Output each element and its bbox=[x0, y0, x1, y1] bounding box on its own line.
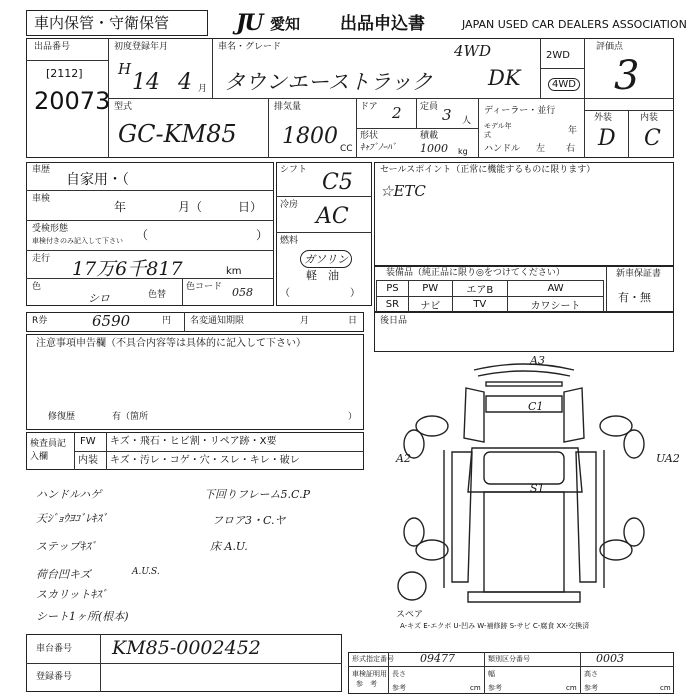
cert-width: 幅 bbox=[488, 670, 495, 678]
fuel-alt: 軽 油 bbox=[306, 269, 339, 282]
registration-era: H bbox=[118, 60, 132, 78]
color-change-label: 色替 bbox=[148, 290, 167, 300]
cert-height: 高さ bbox=[584, 670, 598, 678]
inspector-fw: FW bbox=[80, 436, 96, 447]
inspector-interior-text: キズ・汚レ・コゲ・穴・スレ・キレ・破レ bbox=[110, 455, 300, 466]
score-int-label: 内装 bbox=[640, 113, 659, 123]
score-label: 評価点 bbox=[596, 42, 624, 52]
color-value: シロ bbox=[88, 292, 110, 305]
damage-s1: S1 bbox=[530, 482, 545, 495]
damage-ua2: UA2 bbox=[656, 452, 680, 465]
equip-ps: PS bbox=[377, 281, 409, 297]
note-right-2: フロア3・C.ヤ bbox=[212, 514, 286, 527]
inspector-interior: 内装 bbox=[78, 455, 98, 466]
receipt-sub: 車検付きのみ記入して下さい bbox=[32, 237, 123, 245]
capacity-value: 3 bbox=[442, 106, 452, 124]
equipment-label: 装備品（純正品に限り◎をつけてください） bbox=[386, 268, 565, 278]
score-ext-value: D bbox=[598, 126, 616, 151]
repair-value: 有（箇所 bbox=[112, 412, 149, 422]
plate-label: 登録番号 bbox=[36, 672, 73, 682]
mileage-label: 走行 bbox=[32, 254, 51, 264]
cert-length-unit: cm bbox=[470, 684, 481, 692]
title-change-month: 月 bbox=[300, 316, 310, 326]
diagram-legend: A-キズ E-エクボ U-凹み W-補修跡 S-サビ C-腐食 XX-交換済 bbox=[400, 622, 590, 630]
capacity-unit: 人 bbox=[462, 116, 472, 126]
after-fit-label: 後日品 bbox=[380, 316, 408, 326]
cert-width-unit: cm bbox=[566, 684, 577, 692]
note-4: 荷台凹キズ bbox=[36, 568, 91, 581]
equipment-table bbox=[376, 280, 604, 313]
damage-a2: A2 bbox=[396, 452, 411, 465]
inspection-month: 月（ bbox=[178, 200, 203, 214]
equip-aw: AW bbox=[508, 281, 604, 297]
recycle-value: 6590 bbox=[92, 312, 131, 330]
note-7: A.U.S. bbox=[132, 567, 160, 577]
equip-pw: PW bbox=[408, 281, 452, 297]
shape-value: ｷｬﾌﾞﾉｰﾊﾞ bbox=[360, 143, 397, 153]
inspector-fw-text: キズ・飛石・ヒビ割・リペア跡・X要 bbox=[110, 436, 277, 447]
equip-sr: SR bbox=[377, 297, 409, 313]
association-name: JAPAN USED CAR DEALERS ASSOCIATION bbox=[462, 18, 687, 31]
inspection-label: 車検 bbox=[32, 194, 51, 204]
note-right-3: 床 A.U. bbox=[210, 540, 248, 553]
recycle-label: R券 bbox=[32, 316, 48, 326]
lot-label: 出品番号 bbox=[34, 42, 71, 52]
doors-label: ドア bbox=[360, 102, 378, 112]
sales-frame bbox=[374, 162, 674, 266]
repair-end: ） bbox=[348, 412, 358, 422]
score-ext-label: 外装 bbox=[594, 113, 613, 123]
category-label: 車内保管・守衛保管 bbox=[34, 14, 170, 32]
car-damage-diagram bbox=[374, 352, 674, 638]
note-2: 天ｼﾞｮｳﾖｺﾞﾚｷｽﾞ bbox=[36, 512, 108, 525]
ac-label: 冷房 bbox=[280, 200, 299, 210]
score-value: 3 bbox=[614, 53, 640, 99]
cert-height-unit: cm bbox=[660, 684, 671, 692]
mileage-unit: km bbox=[226, 266, 242, 277]
manual-options: 有・無 bbox=[618, 291, 651, 304]
equip-leather: カワシート bbox=[508, 297, 604, 313]
repair-label: 修復歴 bbox=[48, 412, 76, 422]
sales-point-label: セールスポイント（正常に機能するものに限ります） bbox=[380, 165, 596, 175]
shift-label: シフト bbox=[280, 165, 308, 175]
sales-point-text: ☆ETC bbox=[380, 182, 426, 200]
cert-ref-2: 参考 bbox=[488, 684, 502, 692]
fuel-value: ガソリン bbox=[300, 250, 352, 268]
cert-class-label: 類別区分番号 bbox=[488, 655, 530, 663]
inspection-day: 日） bbox=[238, 200, 263, 214]
chassis-value: KM85-0002452 bbox=[112, 637, 261, 659]
spare-label: スペア bbox=[396, 610, 424, 620]
mileage-value: 17万6千817 bbox=[72, 258, 183, 280]
note-3: ステップｷｽﾞ bbox=[36, 540, 97, 553]
registration-month: 4 bbox=[178, 70, 192, 95]
model-grade: DK bbox=[488, 66, 521, 90]
note-right-1: 下回りフレーム5.C.P bbox=[204, 488, 310, 501]
use-value: 自家用・（ bbox=[66, 172, 129, 188]
model-drive-note: 4WD bbox=[454, 42, 491, 60]
use-label: 車歴 bbox=[32, 165, 51, 175]
cert-model-value: 09477 bbox=[420, 652, 455, 665]
handle-label: ハンドル bbox=[484, 144, 521, 154]
manual-label: 新車保証書 bbox=[616, 269, 662, 279]
shape-label: 形状 bbox=[360, 131, 379, 141]
form-title: 出品申込書 bbox=[340, 14, 425, 34]
model-year-unit: 年 bbox=[568, 126, 578, 136]
model-year-label: モデル年式 bbox=[484, 122, 512, 139]
color-code-value: 058 bbox=[232, 286, 253, 299]
doors-value: 2 bbox=[392, 104, 402, 122]
cert-sub: 参 考 bbox=[356, 680, 377, 688]
region-label: 愛知 bbox=[270, 15, 301, 33]
load-value: 1000 bbox=[420, 142, 448, 155]
fuel-bracket: （ ） bbox=[280, 288, 360, 299]
title-change-day: 日 bbox=[348, 316, 358, 326]
cert-label: 車検証明用 bbox=[352, 670, 387, 678]
displacement-label: 排気量 bbox=[274, 102, 302, 112]
note-1: ハンドルハゲ bbox=[36, 488, 102, 501]
damage-a3: A3 bbox=[530, 354, 545, 367]
receipt-bracket: （ bbox=[136, 228, 149, 242]
after-fit-frame bbox=[374, 312, 674, 352]
shift-value: C5 bbox=[322, 170, 353, 195]
cert-ref-3: 参考 bbox=[584, 684, 598, 692]
drive-2wd: 2WD bbox=[546, 50, 570, 61]
notice-label: 注意事項申告欄（不具合内容等は具体的に記入して下さい） bbox=[36, 338, 306, 349]
receipt-label: 受検形態 bbox=[32, 224, 69, 234]
registration-label: 初度登録年月 bbox=[114, 42, 169, 52]
capacity-label: 定員 bbox=[420, 102, 439, 112]
handle-left: 左 bbox=[536, 144, 546, 154]
inspector-label: 検査員記入欄 bbox=[30, 439, 67, 462]
load-unit: kg bbox=[458, 147, 468, 156]
color-label: 色 bbox=[32, 282, 42, 292]
receipt-bracket-end: ） bbox=[256, 228, 269, 242]
cert-ref-1: 参考 bbox=[392, 684, 406, 692]
displacement-value: 1800 bbox=[282, 124, 338, 149]
equip-tv: TV bbox=[452, 297, 508, 313]
recycle-unit: 円 bbox=[162, 316, 172, 326]
ju-logo: JU bbox=[236, 10, 262, 36]
registration-year: 14 bbox=[132, 70, 160, 95]
note-5: スカリットｷｽﾞ bbox=[36, 588, 108, 601]
cert-model-label: 形式指定番号 bbox=[352, 655, 394, 663]
model-name-label: 車名・グレード bbox=[218, 42, 282, 52]
note-6: シート1ヶ所(根本) bbox=[36, 610, 129, 623]
registration-month-unit: 月 bbox=[198, 84, 208, 94]
handle-right: 右 bbox=[566, 144, 576, 154]
title-change-label: 名変通知期限 bbox=[190, 316, 245, 326]
cert-length: 長さ bbox=[392, 670, 406, 678]
damage-c1: C1 bbox=[528, 400, 544, 413]
lot-number: 20073 bbox=[34, 87, 111, 115]
equip-airbag: エアB bbox=[452, 281, 508, 297]
color-code-label: 色コード bbox=[186, 282, 223, 292]
inspection-year: 年 bbox=[114, 200, 127, 214]
displacement-unit: CC bbox=[340, 144, 353, 154]
lot-code: [2112] bbox=[46, 67, 83, 80]
equip-navi: ナビ bbox=[408, 297, 452, 313]
score-int-value: C bbox=[644, 126, 661, 151]
cert-class-value: 0003 bbox=[596, 652, 624, 665]
model-code-label: 型式 bbox=[114, 102, 133, 112]
ac-value: AC bbox=[316, 204, 349, 229]
model-code-value: GC-KM85 bbox=[118, 120, 237, 148]
fuel-label: 燃料 bbox=[280, 236, 299, 246]
dealer-label: ディーラー・並行 bbox=[484, 106, 556, 116]
model-name-value: タウンエーストラック bbox=[224, 70, 433, 94]
chassis-label: 車台番号 bbox=[36, 644, 73, 654]
load-label: 積載 bbox=[420, 131, 439, 141]
drive-4wd: 4WD bbox=[548, 78, 580, 91]
